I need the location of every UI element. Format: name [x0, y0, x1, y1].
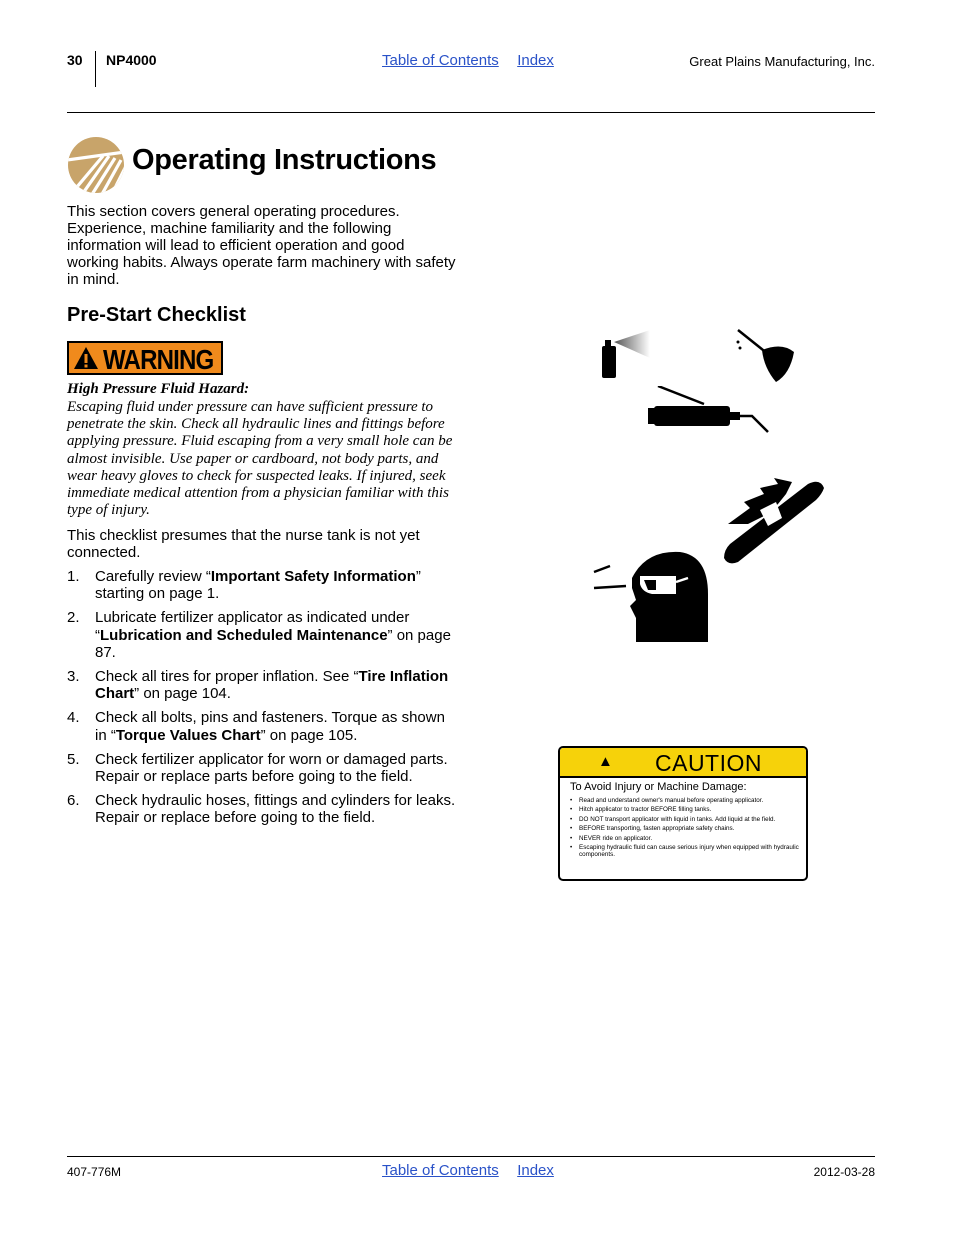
document-number: 407-776M	[67, 1165, 122, 1179]
face-shield-icon	[592, 548, 712, 644]
page-number: 30	[67, 52, 83, 68]
list-item: • Escaping hydraulic fluid can cause serious injury when equipped with hydraulic components.	[568, 844, 802, 859]
list-item: 6. Check hydraulic hoses, fittings and cylinders for leaks. Repair or replace before going to the field.	[67, 792, 456, 827]
list-item: • Read and understand owner's manual before operating applicator.	[568, 797, 802, 804]
warning-label	[67, 341, 223, 375]
reference-title: Tire Inflation Chart	[95, 668, 449, 703]
spray-can-icon	[596, 326, 736, 382]
warning-word: WARNING	[103, 344, 214, 375]
intro-paragraph: This section covers general operating procedures. Experience, machine familiarity and the following information will lead to efficient operation and good working habits. Always operate farm machinery with safety in mind.	[67, 203, 456, 288]
caution-header	[560, 748, 806, 778]
list-item: • BEFORE transporting, fasten appropriate safety chains.	[568, 825, 802, 832]
caution-word: CAUTION	[655, 750, 762, 776]
grease-gun-icon	[644, 386, 774, 436]
index-link[interactable]: Index	[517, 52, 554, 69]
list-item: 5. Check fertilizer applicator for worn or damaged parts. Repair or replace parts before going to the field.	[67, 750, 448, 786]
hazard-body: Escaping fluid under pressure can have sufficient pressure to penetrate the skin. Check all hydraulic lines and fittings before applying pressure. Fluid escaping from a very small hole can be almost invisible. Use paper or cardboard, not body parts, and wear heavy gloves to check for suspected leaks. If injured, seek immediate medical attention from a physician familiar with this type of injury.	[67, 399, 453, 519]
caution-triangle-icon: ▲	[598, 753, 613, 770]
list-item: • Hitch applicator to tractor BEFORE filling tanks.	[568, 806, 802, 813]
header-rule	[67, 112, 875, 113]
list-item: 4. Check all bolts, pins and fasteners. Torque as shown in “Torque Values Chart” on page 105.	[67, 709, 445, 744]
section-heading: Pre-Start Checklist	[67, 304, 246, 326]
reference-title: Torque Values Chart	[115, 726, 261, 744]
oil-can-icon	[732, 328, 802, 384]
list-item: • NEVER ride on applicator.	[568, 835, 802, 842]
toc-link[interactable]: Table of Contents	[382, 52, 499, 69]
list-item: 1. Carefully review “Important Safety Information” starting on page 1.	[67, 568, 421, 603]
caution-decal	[558, 746, 808, 881]
toc-link[interactable]: Table of Contents	[382, 1162, 499, 1179]
reference-title: Important Safety Information	[210, 568, 416, 585]
footer-rule	[67, 1156, 875, 1157]
list-item: • DO NOT transport applicator with liquid in tanks. Add liquid at the field.	[568, 816, 802, 823]
list-item: 2. Lubricate fertilizer applicator as indicated under “Lubrication and Scheduled Maintenance” on page 87.	[67, 609, 451, 661]
checklist-presumption: This checklist presumes that the nurse tank is not yet connected.	[67, 527, 420, 561]
model-name: NP4000	[106, 52, 157, 68]
header-divider	[95, 51, 96, 87]
caution-items	[568, 797, 802, 861]
header-nav	[382, 52, 568, 70]
caution-subtitle: To Avoid Injury or Machine Damage:	[570, 781, 747, 793]
reference-title: Lubrication and Scheduled Maintenance	[100, 626, 388, 644]
document-date: 2012-03-28	[813, 1165, 875, 1179]
warning-triangle-icon	[73, 346, 99, 370]
company-name: Great Plains Manufacturing, Inc.	[689, 54, 875, 69]
checklist	[67, 568, 459, 834]
hand-hose-leak-icon	[720, 474, 830, 570]
page-title: Operating Instructions	[132, 144, 437, 176]
list-item: 3. Check all tires for proper inflation. See “Tire Inflation Chart” on page 104.	[67, 668, 449, 703]
footer-nav	[382, 1162, 568, 1180]
index-link[interactable]: Index	[517, 1162, 554, 1179]
hazard-title: High Pressure Fluid Hazard:	[67, 381, 250, 397]
great-plains-logo-icon	[67, 136, 125, 194]
